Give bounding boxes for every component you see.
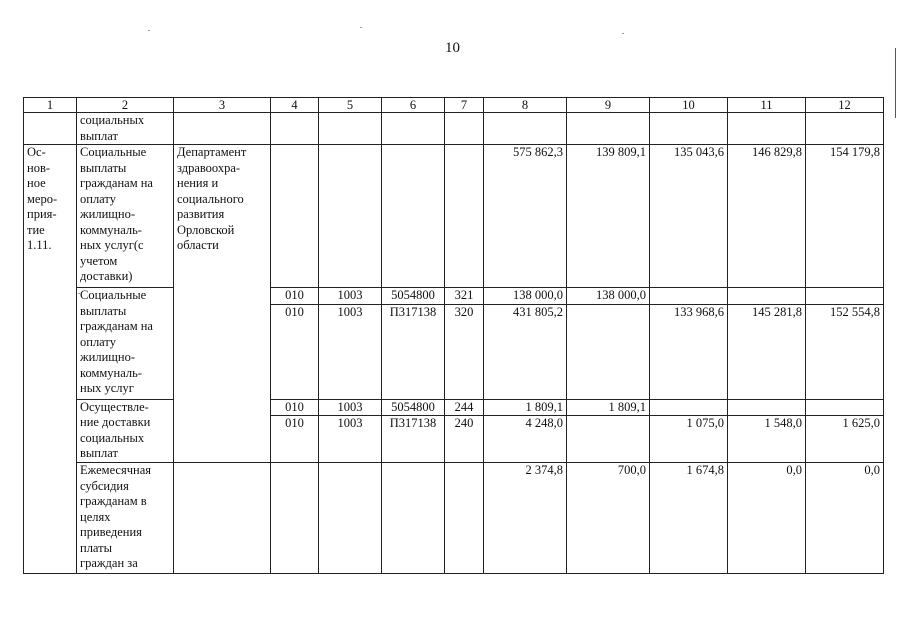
code-grbs: 010 [271, 399, 319, 416]
executor-line: социального [177, 191, 244, 206]
event-line: ное [27, 176, 46, 190]
column-number: 12 [806, 98, 884, 113]
value-col8: 575 862,3 [484, 145, 567, 288]
name-line: ние доставки [80, 415, 151, 429]
value-col8: 2 374,8 [484, 463, 567, 574]
value-col12 [806, 399, 884, 416]
empty-cell [445, 463, 484, 574]
code-type: 244 [445, 399, 484, 416]
name-line: коммуналь- [80, 365, 142, 380]
column-number: 6 [382, 98, 445, 113]
value-col12: 152 554,8 [806, 304, 884, 399]
name-line: коммуналь- [80, 222, 142, 237]
event-line: тие [27, 222, 45, 237]
event-line: прия- [27, 207, 57, 221]
value-col9: 138 000,0 [567, 288, 650, 305]
name-line: Ежемесячная [80, 463, 151, 477]
name-line: жилищно- [80, 207, 135, 221]
value-col10 [650, 399, 728, 416]
code-target: П317138 [382, 304, 445, 399]
code-grbs: 010 [271, 304, 319, 399]
value-col12 [806, 288, 884, 305]
value-col11 [728, 399, 806, 416]
value-col11: 146 829,8 [728, 145, 806, 288]
column-number: 4 [271, 98, 319, 113]
name-line: платы [80, 540, 113, 555]
code-type: 320 [445, 304, 484, 399]
empty-cell [650, 113, 728, 145]
name-line: ных услуг [80, 381, 134, 395]
column-number: 5 [319, 98, 382, 113]
column-number: 3 [174, 98, 271, 113]
name-cell [77, 113, 174, 145]
value-col8: 1 809,1 [484, 399, 567, 416]
column-number: 10 [650, 98, 728, 113]
empty-cell [319, 113, 382, 145]
name-line: гражданам на [80, 176, 153, 190]
name-line: ных услуг(с [80, 238, 144, 252]
executor-line: Департамент [177, 145, 247, 159]
event-cell [24, 145, 77, 574]
name-cell [77, 288, 174, 400]
name-line: Социальные [80, 145, 147, 159]
name-line: приведения [80, 525, 142, 539]
code-section: 1003 [319, 288, 382, 305]
code-target: 5054800 [382, 399, 445, 416]
code-section: 1003 [319, 399, 382, 416]
empty-cell [382, 113, 445, 145]
empty-cell [271, 113, 319, 145]
page-number: 10 [445, 40, 460, 56]
empty-cell [445, 113, 484, 145]
empty-cell [271, 463, 319, 574]
table-row-delivery-a [24, 399, 884, 416]
name-line: гражданам на [80, 319, 153, 333]
empty-cell [382, 463, 445, 574]
scan-speck [622, 33, 624, 34]
column-number: 1 [24, 98, 77, 113]
value-col11: 1 548,0 [728, 416, 806, 463]
scan-speck [148, 30, 150, 31]
executor-line: здравоохра- [177, 160, 241, 175]
name-line: выплаты [80, 303, 127, 318]
name-cell [77, 399, 174, 463]
event-cell [24, 113, 77, 145]
executor-line: области [177, 238, 219, 252]
code-grbs: 010 [271, 416, 319, 463]
code-type: 240 [445, 416, 484, 463]
code-grbs: 010 [271, 288, 319, 305]
value-col8: 138 000,0 [484, 288, 567, 305]
value-col10: 133 968,6 [650, 304, 728, 399]
empty-cell [319, 145, 382, 288]
name-line: гражданам в [80, 494, 147, 508]
name-line: жилищно- [80, 350, 135, 364]
column-number: 9 [567, 98, 650, 113]
name-line: Социальные [80, 288, 147, 302]
executor-line: Орловской [177, 222, 235, 237]
value-col9 [567, 416, 650, 463]
value-col8: 431 805,2 [484, 304, 567, 399]
value-col12: 0,0 [806, 463, 884, 574]
name-line: оплату [80, 334, 116, 349]
value-col10: 1 075,0 [650, 416, 728, 463]
name-line: учетом [80, 253, 118, 268]
empty-cell [728, 113, 806, 145]
value-col10: 1 674,8 [650, 463, 728, 574]
name-line: выплат [80, 128, 118, 143]
name-line: целях [80, 509, 111, 524]
name-line: Осуществле- [80, 399, 149, 414]
value-col9: 700,0 [567, 463, 650, 574]
name-line: доставки) [80, 269, 133, 283]
column-number: 8 [484, 98, 567, 113]
column-number: 2 [77, 98, 174, 113]
column-number-row [24, 98, 884, 113]
value-col12: 154 179,8 [806, 145, 884, 288]
event-line: нов- [27, 160, 51, 175]
code-section: 1003 [319, 304, 382, 399]
empty-cell [319, 463, 382, 574]
name-line: выплаты [80, 160, 127, 175]
table-row-social-payments-a [24, 288, 884, 305]
empty-cell [567, 113, 650, 145]
value-col11: 0,0 [728, 463, 806, 574]
executor-cell [174, 463, 271, 574]
empty-cell [382, 145, 445, 288]
name-line: социальных [80, 113, 145, 127]
empty-cell [445, 145, 484, 288]
value-col9 [567, 304, 650, 399]
column-number: 11 [728, 98, 806, 113]
event-line: меро- [27, 191, 58, 206]
event-line: 1.11. [27, 238, 52, 252]
code-target: П317138 [382, 416, 445, 463]
value-col9: 139 809,1 [567, 145, 650, 288]
column-number: 7 [445, 98, 484, 113]
name-cell [77, 145, 174, 288]
executor-line: нения и [177, 176, 219, 190]
value-col10: 135 043,6 [650, 145, 728, 288]
value-col11: 145 281,8 [728, 304, 806, 399]
executor-line: развития [177, 207, 225, 221]
empty-cell [806, 113, 884, 145]
value-col10 [650, 288, 728, 305]
executor-cell [174, 113, 271, 145]
table-row-subsidy [24, 463, 884, 574]
event-line: Ос- [27, 145, 46, 159]
code-section: 1003 [319, 416, 382, 463]
name-line: социальных [80, 430, 145, 445]
empty-cell [484, 113, 567, 145]
value-col8: 4 248,0 [484, 416, 567, 463]
value-col9: 1 809,1 [567, 399, 650, 416]
value-col11 [728, 288, 806, 305]
name-cell [77, 463, 174, 574]
scan-edge-line [895, 48, 896, 118]
value-col12: 1 625,0 [806, 416, 884, 463]
budget-table [23, 97, 884, 574]
scan-speck [360, 27, 362, 28]
code-target: 5054800 [382, 288, 445, 305]
table-row-continuation [24, 113, 884, 145]
name-line: граждан за [80, 556, 138, 570]
name-line: выплат [80, 446, 118, 460]
name-line: субсидия [80, 478, 129, 493]
executor-cell [174, 145, 271, 463]
code-type: 321 [445, 288, 484, 305]
name-line: оплату [80, 191, 116, 206]
empty-cell [271, 145, 319, 288]
table-row-main-event [24, 145, 884, 288]
